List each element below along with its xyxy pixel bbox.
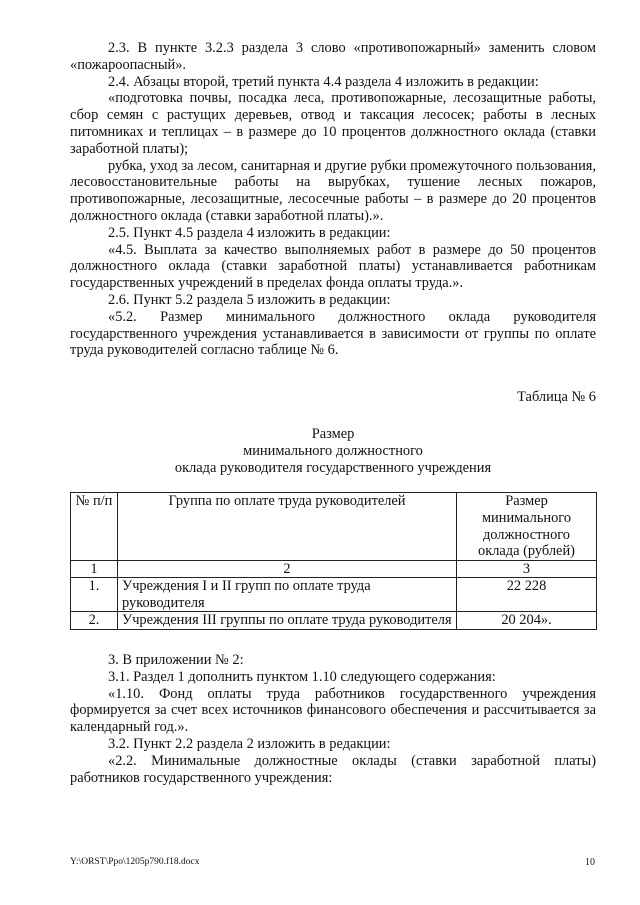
table-title-line: Размер	[311, 425, 355, 442]
paragraph: «2.2. Минимальные должностные оклады (ставки заработной платы) работников государственного учреждения:	[70, 752, 596, 786]
salary-table	[70, 492, 597, 630]
index-cell: 3	[457, 560, 597, 578]
table-cell: 20 204».	[457, 612, 597, 630]
paragraph: 2.6. Пункт 5.2 раздела 5 изложить в редакции:	[108, 291, 391, 308]
table-row	[71, 578, 597, 612]
table-cell: 22 228	[457, 578, 597, 612]
paragraph: 2.4. Абзацы второй, третий пункта 4.4 раздела 4 изложить в редакции:	[108, 73, 539, 90]
header-cell: Размер минимального должностного оклада (рублей)	[457, 493, 597, 560]
table-cell: Учреждения III группы по оплате труда руководителя	[118, 612, 457, 630]
paragraph: 3.2. Пункт 2.2 раздела 2 изложить в редакции:	[108, 736, 391, 753]
table-title-line: оклада руководителя государственного учреждения	[174, 459, 492, 476]
table-cell: Учреждения I и II групп по оплате труда руководителя	[118, 578, 457, 612]
header-cell: № п/п	[71, 493, 118, 560]
paragraph: 2.5. Пункт 4.5 раздела 4 изложить в редакции:	[108, 224, 391, 241]
document-page	[70, 40, 596, 786]
paragraph: 2.3. В пункте 3.2.3 раздела 3 слово «противопожарный» заменить словом «пожароопасный».	[70, 40, 596, 73]
table-cell: 1.	[71, 578, 118, 612]
table-row	[71, 612, 597, 630]
header-cell: Группа по оплате труда руководителей	[118, 493, 457, 560]
index-cell: 2	[118, 560, 457, 578]
paragraph: рубка, уход за лесом, санитарная и другие рубки промежуточного пользования, лесовосстановительные работы на вырубках, тушение лесных пожаров, противопожарные, лесозащитные, лесосечные работы – в размере до 20 процентов должностного оклада (ставки заработной платы).».	[70, 157, 596, 224]
paragraph: «1.10. Фонд оплаты труда работников государственного учреждения формируется за счет всех источников финансового обеспечения и рассчитывается за календарный год.».	[70, 685, 596, 736]
paragraph: 3. В приложении № 2:	[108, 652, 244, 669]
footer-file-path: Y:\ORST\Ppo\1205p790.f18.docx	[70, 857, 200, 867]
index-cell: 1	[71, 560, 118, 578]
table-label: Таблица № 6	[517, 389, 596, 406]
page-number: 10	[585, 857, 595, 868]
table-cell: 2.	[71, 612, 118, 630]
table-title-line: минимального должностного	[243, 442, 423, 459]
paragraph: «подготовка почвы, посадка леса, противопожарные, лесозащитные работы, сбор семян с растущих деревьев, отвод и таксация лесосек; работы в лесных питомниках и теплицах – в размере до 10 процентов должностного оклада (ставки заработной платы);	[70, 90, 596, 157]
paragraph: «5.2. Размер минимального должностного оклада руководителя государственного учреждения устанавливается в зависимости от группы по оплате труда руководителей согласно таблице № 6.	[70, 308, 596, 359]
paragraph: «4.5. Выплата за качество выполняемых работ в размере до 50 процентов должностного оклада (ставки заработной платы) устанавливается работникам государственных учреждений в пределах фонда оплаты труда.».	[70, 241, 596, 292]
table-index-row	[71, 560, 597, 578]
table-header-row	[71, 493, 597, 560]
paragraph: 3.1. Раздел 1 дополнить пунктом 1.10 следующего содержания:	[108, 668, 496, 685]
